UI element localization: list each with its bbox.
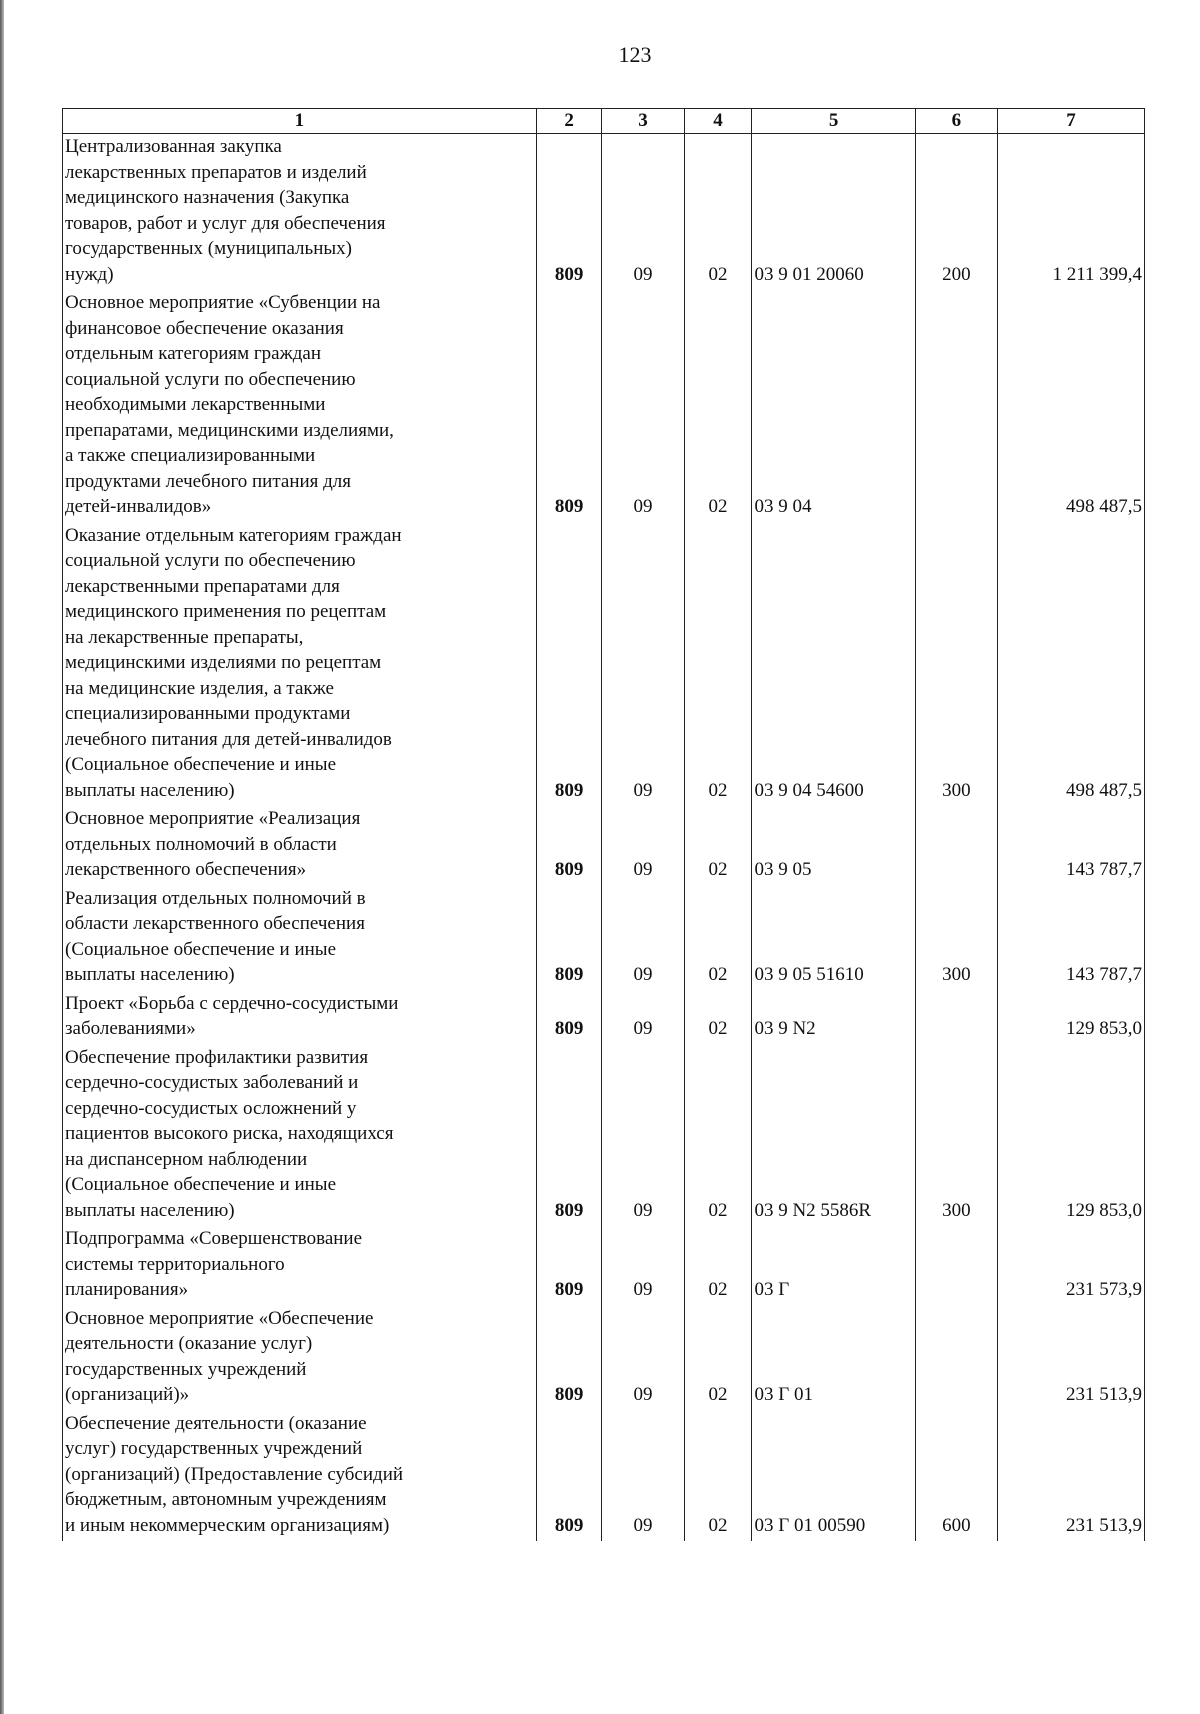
amount-cell: 129 853,0 [998, 991, 1145, 1045]
amount-cell: 231 573,9 [998, 1226, 1145, 1306]
description-line: специализированными продуктами [65, 703, 351, 724]
description-line: лекарственными препаратами для [65, 575, 340, 597]
table-row [63, 523, 1145, 807]
description-line: (Социальное обеспечение и иные [65, 754, 337, 775]
row-description [63, 134, 537, 291]
description-line: препаратами, медицинскими изделиями, [65, 419, 394, 441]
description-line: а также специализированными [65, 445, 316, 466]
description-line: товаров, работ и услуг для обеспечения [65, 212, 386, 234]
budget-table [62, 108, 1145, 1541]
description-line: деятельности (оказание услуг) [65, 1333, 313, 1354]
description-line: финансовое обеспечение оказания [65, 317, 344, 339]
description-line: заболеваниями» [65, 1018, 196, 1039]
subsection-cell: 02 [684, 134, 752, 291]
row-description [63, 886, 537, 991]
description-line: Подпрограмма «Совершенствование [65, 1228, 363, 1249]
table-row [63, 886, 1145, 991]
table-row [63, 1306, 1145, 1411]
expense-type-cell: 300 [915, 886, 997, 991]
ministry-code-cell: 809 [536, 1045, 602, 1227]
description-line: выплаты населению) [65, 964, 235, 985]
row-description [63, 806, 537, 886]
description-line: медицинского применения по рецептам [65, 601, 387, 622]
section-cell: 09 [602, 523, 684, 807]
target-article-cell: 03 9 04 [752, 290, 915, 523]
table-row [63, 1045, 1145, 1227]
header-col-2: 2 [536, 109, 602, 134]
amount-cell: 231 513,9 [998, 1411, 1145, 1542]
header-col-5: 5 [752, 109, 915, 134]
description-line: сердечно-сосудистых заболеваний и [65, 1072, 359, 1093]
description-line: необходимыми лекарственными [65, 394, 326, 415]
description-line: социальной услуги по обеспечению [65, 550, 356, 571]
description-line: (Социальное обеспечение и иные [65, 938, 337, 960]
header-col-6: 6 [915, 109, 997, 134]
subsection-cell: 02 [684, 523, 752, 807]
section-cell: 09 [602, 806, 684, 886]
expense-type-cell: 300 [915, 523, 997, 807]
description-line: государственных учреждений [65, 1358, 307, 1380]
amount-cell: 129 853,0 [998, 1045, 1145, 1227]
section-cell: 09 [602, 1411, 684, 1542]
expense-type-cell [915, 806, 997, 886]
amount-cell: 498 487,5 [998, 523, 1145, 807]
section-cell: 09 [602, 290, 684, 523]
section-cell: 09 [602, 1226, 684, 1306]
description-line: планирования» [65, 1279, 189, 1300]
row-description [63, 1226, 537, 1306]
subsection-cell: 02 [684, 290, 752, 523]
description-line: Обеспечение профилактики развития [65, 1046, 369, 1068]
scan-edge [0, 0, 4, 1714]
section-cell: 09 [602, 134, 684, 291]
target-article-cell: 03 9 05 51610 [752, 886, 915, 991]
description-line: отдельным категориям граждан [65, 343, 321, 364]
target-article-cell: 03 9 05 [752, 806, 915, 886]
description-line: отдельных полномочий в области [65, 833, 337, 855]
description-line: государственных (муниципальных) [65, 238, 352, 259]
description-line: на диспансерном наблюдении [65, 1148, 308, 1170]
expense-type-cell [915, 991, 997, 1045]
row-description [63, 1045, 537, 1227]
header-col-7: 7 [998, 109, 1145, 134]
description-line: Оказание отдельным категориям граждан [65, 524, 402, 546]
amount-cell: 1 211 399,4 [998, 134, 1145, 291]
description-line: сердечно-сосудистых осложнений у [65, 1097, 357, 1119]
target-article-cell: 03 Г 01 [752, 1306, 915, 1411]
description-line: продуктами лечебного питания для [65, 470, 352, 492]
ministry-code-cell: 809 [536, 134, 602, 291]
expense-type-cell [915, 1306, 997, 1411]
description-line: Централизованная закупка [65, 136, 282, 157]
description-line: выплаты населению) [65, 1199, 235, 1221]
section-cell: 09 [602, 1045, 684, 1227]
subsection-cell: 02 [684, 1045, 752, 1227]
description-line: бюджетным, автономным учреждениям [65, 1489, 387, 1510]
description-line: Обеспечение деятельности (оказание [65, 1412, 367, 1434]
ministry-code-cell: 809 [536, 1306, 602, 1411]
ministry-code-cell: 809 [536, 806, 602, 886]
target-article-cell: 03 Г [752, 1226, 915, 1306]
description-line: нужд) [65, 263, 114, 285]
subsection-cell: 02 [684, 1306, 752, 1411]
description-line: области лекарственного обеспечения [65, 913, 365, 934]
description-line: Реализация отдельных полномочий в [65, 887, 366, 909]
description-line: Основное мероприятие «Субвенции на [65, 292, 381, 313]
description-line: Основное мероприятие «Обеспечение [65, 1307, 374, 1329]
subsection-cell: 02 [684, 886, 752, 991]
description-line: услуг) государственных учреждений [65, 1438, 363, 1459]
row-description [63, 1306, 537, 1411]
amount-cell: 143 787,7 [998, 806, 1145, 886]
row-description [63, 1411, 537, 1542]
subsection-cell: 02 [684, 1411, 752, 1542]
target-article-cell: 03 Г 01 00590 [752, 1411, 915, 1542]
amount-cell: 231 513,9 [998, 1306, 1145, 1411]
table-row [63, 134, 1145, 291]
amount-cell: 143 787,7 [998, 886, 1145, 991]
header-row [63, 109, 1145, 134]
page-number: 123 [618, 42, 652, 67]
expense-type-cell [915, 1226, 997, 1306]
description-line: лекарственного обеспечения» [65, 859, 307, 880]
target-article-cell: 03 9 N2 5586R [752, 1045, 915, 1227]
target-article-cell: 03 9 01 20060 [752, 134, 915, 291]
section-cell: 09 [602, 1306, 684, 1411]
table-row [63, 1226, 1145, 1306]
target-article-cell: 03 9 N2 [752, 991, 915, 1045]
description-line: (организаций) (Предоставление субсидий [65, 1463, 404, 1485]
description-line: пациентов высокого риска, находящихся [65, 1123, 394, 1144]
description-line: медицинского назначения (Закупка [65, 187, 350, 208]
description-line: на медицинские изделия, а также [65, 677, 334, 699]
ministry-code-cell: 809 [536, 523, 602, 807]
section-cell: 09 [602, 886, 684, 991]
expense-type-cell: 200 [915, 134, 997, 291]
ministry-code-cell: 809 [536, 991, 602, 1045]
ministry-code-cell: 809 [536, 290, 602, 523]
ministry-code-cell: 809 [536, 886, 602, 991]
description-line: системы территориального [65, 1253, 285, 1275]
description-line: Основное мероприятие «Реализация [65, 808, 361, 829]
description-line: выплаты населению) [65, 779, 235, 801]
ministry-code-cell: 809 [536, 1411, 602, 1542]
description-line: на лекарственные препараты, [65, 626, 304, 648]
table-row [63, 290, 1145, 523]
description-line: детей-инвалидов» [65, 496, 212, 517]
table-row [63, 806, 1145, 886]
description-line: медицинскими изделиями по рецептам [65, 652, 382, 673]
table-row [63, 1411, 1145, 1542]
description-line: и иным некоммерческим организациям) [65, 1514, 390, 1536]
row-description [63, 523, 537, 807]
subsection-cell: 02 [684, 991, 752, 1045]
description-line: лечебного питания для детей-инвалидов [65, 728, 392, 750]
amount-cell: 498 487,5 [998, 290, 1145, 523]
header-col-3: 3 [602, 109, 684, 134]
description-line: (Социальное обеспечение и иные [65, 1174, 337, 1195]
expense-type-cell: 600 [915, 1411, 997, 1542]
target-article-cell: 03 9 04 54600 [752, 523, 915, 807]
expense-type-cell [915, 290, 997, 523]
row-description [63, 290, 537, 523]
table-row [63, 991, 1145, 1045]
subsection-cell: 02 [684, 1226, 752, 1306]
header-col-4: 4 [684, 109, 752, 134]
row-description [63, 991, 537, 1045]
section-cell: 09 [602, 991, 684, 1045]
description-line: социальной услуги по обеспечению [65, 368, 356, 390]
header-col-1: 1 [63, 109, 537, 134]
description-line: лекарственных препаратов и изделий [65, 161, 367, 183]
expense-type-cell: 300 [915, 1045, 997, 1227]
subsection-cell: 02 [684, 806, 752, 886]
description-line: (организаций)» [65, 1384, 190, 1405]
ministry-code-cell: 809 [536, 1226, 602, 1306]
description-line: Проект «Борьба с сердечно-сосудистыми [65, 992, 399, 1014]
